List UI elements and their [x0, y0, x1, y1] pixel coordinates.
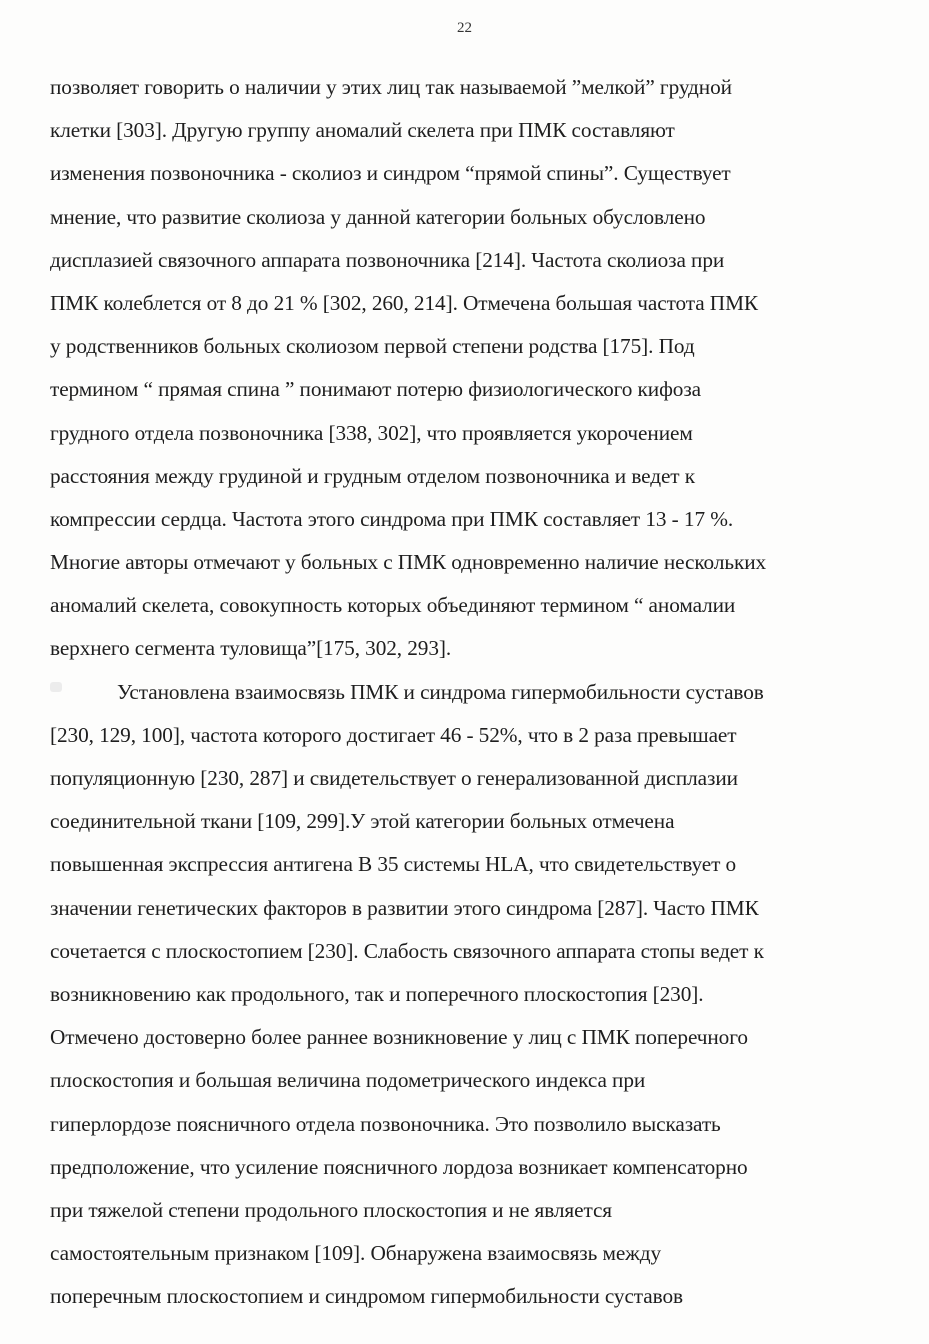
- text-line: [230, 129, 100], частота которого достигает 46 - 52%, что в 2 раза превышает: [50, 722, 737, 747]
- text-line: сочетается с плоскостопием [230]. Слабость связочного аппарата стопы ведет к: [50, 938, 764, 963]
- text-line: предположение, что усиление поясничного лордоза возникает компенсаторно: [50, 1154, 748, 1179]
- text-line: возникновению как продольного, так и поперечного плоскостопия [230].: [50, 981, 704, 1006]
- text-line: ПМК колеблется от 8 до 21 % [302, 260, 214]. Отмечена большая частота ПМК: [50, 290, 759, 315]
- text-line: значении генетических факторов в развитии этого синдрома [287]. Часто ПМК: [50, 895, 759, 920]
- text-line: самостоятельным признаком [109]. Обнаружена взаимосвязь между: [50, 1241, 662, 1266]
- text-line: у родственников больных сколиозом первой степени родства [175]. Под: [50, 334, 695, 359]
- text-line: верхнего сегмента туловища”[175, 302, 293].: [50, 636, 452, 661]
- text-line: повышенная экспрессия антигена В 35 системы HLA, что свидетельствует о: [50, 852, 737, 877]
- body-text: [50, 66, 890, 1318]
- text-line: Многие авторы отмечают у больных с ПМК одновременно наличие нескольких: [50, 550, 767, 575]
- paragraph-2: [50, 671, 890, 1319]
- page-number: 22: [457, 20, 472, 36]
- text-line: изменения позвоночника - сколиоз и синдром “прямой спины”. Существует: [50, 161, 731, 186]
- text-line: гиперлордозе поясничного отдела позвоночника. Это позволило высказать: [50, 1111, 721, 1136]
- text-line: термином “ прямая спина ” понимают потерю физиологического кифоза: [50, 377, 701, 402]
- text-line: плоскостопия и большая величина подометрического индекса при: [50, 1068, 646, 1093]
- text-line: Установлена взаимосвязь ПМК и синдрома гипермобильности суставов: [117, 679, 764, 704]
- text-line: мнение, что развитие сколиоза у данной категории больных обусловлено: [50, 204, 706, 229]
- text-line: позволяет говорить о наличии у этих лиц так называемой ”мелкой” грудной: [50, 75, 732, 99]
- text-line: поперечным плоскостопием и синдромом гипермобильности суставов: [50, 1284, 683, 1309]
- text-line: грудного отдела позвоночника [338, 302], что проявляется укорочением: [50, 420, 693, 445]
- text-line: при тяжелой степени продольного плоскостопия и не является: [50, 1197, 612, 1222]
- text-line: аномалий скелета, совокупность которых объединяют термином “ аномалии: [50, 593, 736, 618]
- text-line: соединительной ткани [109, 299].У этой категории больных отмечена: [50, 809, 675, 834]
- text-line: дисплазией связочного аппарата позвоночника [214]. Частота сколиоза при: [50, 247, 725, 272]
- text-line: Отмечено достоверно более раннее возникновение у лиц с ПМК поперечного: [50, 1025, 748, 1050]
- text-line: расстояния между грудиной и грудным отделом позвоночника и ведет к: [50, 463, 695, 488]
- paragraph-1: [50, 66, 890, 671]
- text-line: популяционную [230, 287] и свидетельствует о генерализованной дисплазии: [50, 766, 738, 790]
- text-line: клетки [303]. Другую группу аномалий скелета при ПМК составляют: [50, 118, 675, 143]
- text-line: компрессии сердца. Частота этого синдрома при ПМК составляет 13 - 17 %.: [50, 506, 734, 531]
